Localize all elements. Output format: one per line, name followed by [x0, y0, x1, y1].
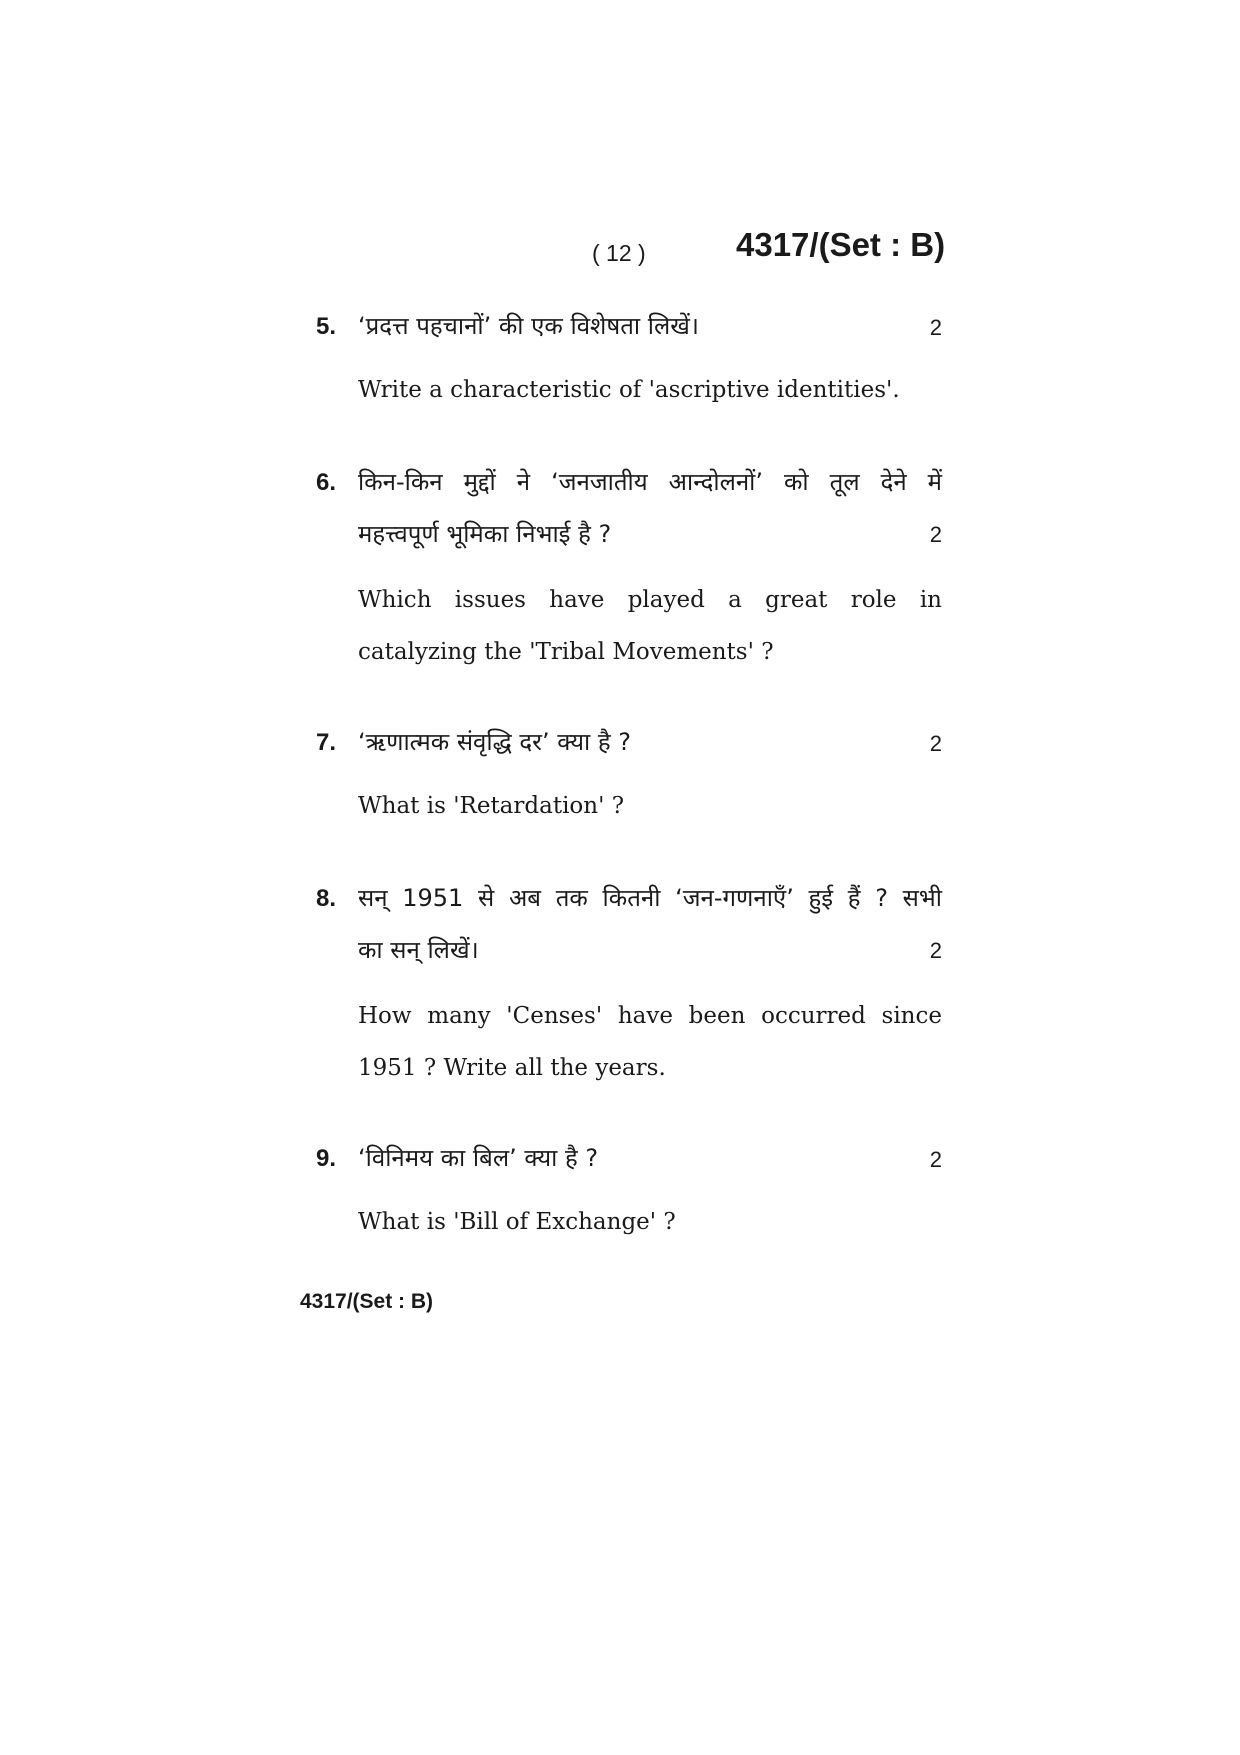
page-number: ( 12 ) [592, 240, 646, 266]
question-number: 5. [316, 313, 337, 340]
question-marks: 2 [929, 1147, 942, 1172]
question-number: 8. [316, 885, 337, 912]
question-text-hindi-line-2: का सन् लिखें। [358, 936, 479, 964]
question-text-hindi-line-2: महत्त्वपूर्ण भूमिका निभाई है ? [358, 520, 612, 548]
question-number: 6. [316, 469, 337, 496]
question-text-hindi: ‘विनिमय का बिल’ क्या है ? [358, 1144, 599, 1172]
paper-code-header: 4317/(Set : B) [736, 226, 946, 263]
question-text-hindi: ‘प्रदत्त पहचानों’ की एक विशेषता लिखें। [358, 312, 699, 340]
question-text-english-line-1: Which issues have played a great role in [358, 587, 942, 613]
question-text-english: What is 'Bill of Exchange' ? [358, 1209, 676, 1235]
question-text-english-line-1: How many 'Censes' have been occurred since [358, 1003, 942, 1029]
question-number: 7. [316, 729, 337, 756]
question-text-hindi: ‘ऋणात्मक संवृद्धि दर’ क्या है ? [358, 728, 631, 756]
question-marks: 2 [929, 731, 942, 756]
question-text-hindi-line-1: किन-किन मुद्दों ने ‘जनजातीय आन्दोलनों’ को तूल देने में [358, 468, 942, 496]
question-marks: 2 [929, 938, 942, 963]
question-text-english-line-2: catalyzing the 'Tribal Movements' ? [358, 639, 774, 665]
question-text-english: What is 'Retardation' ? [358, 793, 625, 819]
question-text-english-line-2: 1951 ? Write all the years. [358, 1055, 666, 1081]
paper-code-footer: 4317/(Set : B) [300, 1290, 434, 1313]
question-number: 9. [316, 1145, 337, 1172]
question-text-english: Write a characteristic of 'ascriptive identities'. [358, 377, 900, 403]
question-marks: 2 [929, 522, 942, 547]
question-text-hindi-line-1: सन् 1951 से अब तक कितनी ‘जन-गणनाएँ’ हुई हैं ? सभी [358, 884, 942, 912]
question-marks: 2 [929, 315, 942, 340]
